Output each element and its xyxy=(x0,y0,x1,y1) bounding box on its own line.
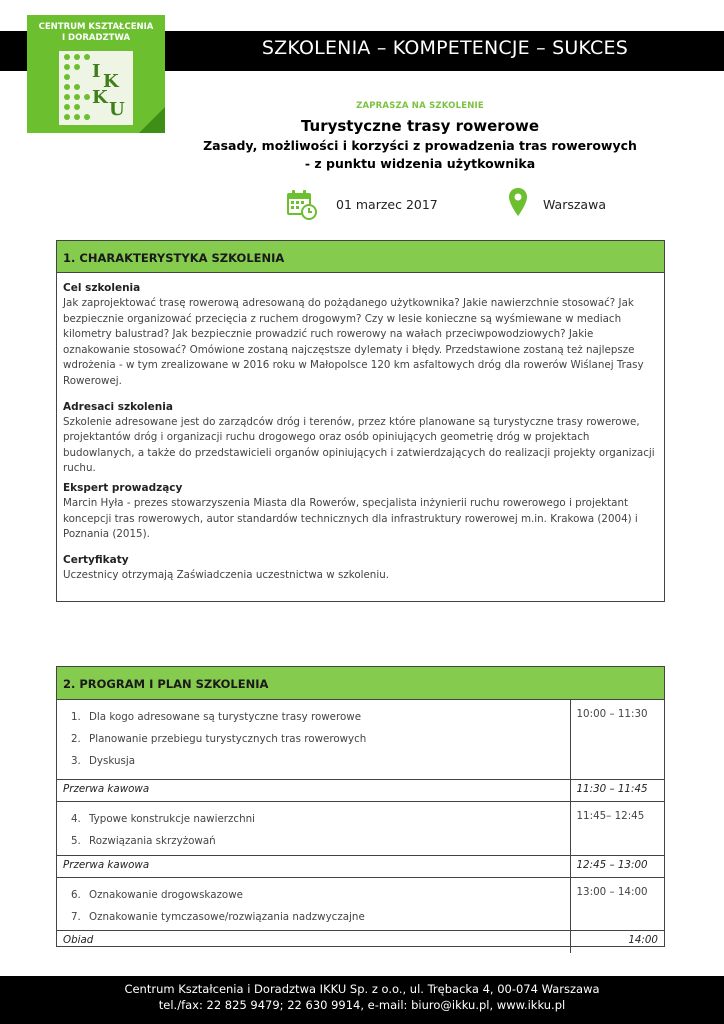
event-info xyxy=(0,187,724,223)
logo-letter-k1: K xyxy=(103,71,119,92)
expert-text: Marcin Hyła - prezes stowarzyszenia Miasta dla Rowerów, specjalista inżynierii ruchu rowerowego i projektant koncepcji tras rowerowych, autor standardów technicznych dla infrastruktury rowerowej m.in. Krakowa (2004) i Poznania (2015). xyxy=(63,496,638,541)
section-heading: 1. CHARAKTERYSTYKA SZKOLENIA xyxy=(57,241,664,273)
event-city: Warszawa xyxy=(543,197,606,212)
lunch-label: Obiad xyxy=(57,931,570,953)
footer-contact: tel./fax: 22 825 9479; 22 630 9914, e-mail: biuro@ikku.pl, www.ikku.pl xyxy=(158,998,566,1012)
lunch-time: 14:00 xyxy=(570,931,664,953)
footer-address: Centrum Kształcenia i Doradztwa IKKU Sp. z o.o., ul. Trębacka 4, 00-074 Warszawa xyxy=(124,982,600,996)
course-subtitle: Zasady, możliwości i korzyści z prowadzenia tras rowerowych - z punktu widzenia użytkownika xyxy=(203,138,637,171)
list-item: 4. Typowe konstrukcje nawierzchni xyxy=(71,813,255,825)
section-heading: 2. PROGRAM I PLAN SZKOLENIA xyxy=(57,667,664,699)
tagline: SZKOLENIA – KOMPETENCJE – SUKCES xyxy=(261,37,628,59)
audience-heading: Adresaci szkolenia xyxy=(63,400,173,413)
block-time: 10:00 – 11:30 xyxy=(570,700,664,780)
logo-letter-u: U xyxy=(109,99,125,120)
list-item: 3. Dyskusja xyxy=(71,755,136,767)
goal-text: Jak zaprojektować trasę rowerową adresowaną do pożądanego użytkownika? Jakie nawierzchnie stosować? Jak bezpiecznie organizować przecięcia z ruchem drogowym? Czy w lesie konieczne są wyśmiewane w mediach kilometry balustrad? Jak bezpiecznie prowadzić ruch rowerowy na wałach przeciwpowodziowych? Jakie oznakowanie stosować? Omówione zostaną najczęstsze dylematy i błędy. Przedstawione zostaną też najlepsze wdrożenia - w tym zrealizowane w 2016 roku w Małopolsce 120 km asfaltowych dróg dla rowerów Wiślanej Trasy Rowerowej. xyxy=(63,297,644,387)
ikku-logo xyxy=(27,15,165,133)
list-item: 6. Oznakowanie drogowskazowe xyxy=(71,889,243,901)
lunch-row xyxy=(57,931,664,953)
course-title: Turystyczne trasy rowerowe xyxy=(300,117,540,135)
map-pin-icon xyxy=(508,187,528,219)
break-label: Przerwa kawowa xyxy=(57,780,570,802)
goal-heading: Cel szkolenia xyxy=(63,282,141,294)
list-item: 5. Rozwiązania skrzyżowań xyxy=(71,835,216,847)
list-item: 1. Dla kogo adresowane są turystyczne trasy rowerowe xyxy=(71,711,362,723)
logo-grid-icon xyxy=(59,51,133,125)
list-item: 2. Planowanie przebiegu turystycznych tras rowerowych xyxy=(71,733,367,745)
event-date: 01 marzec 2017 xyxy=(336,197,438,212)
block-time: 13:00 – 14:00 xyxy=(570,878,664,931)
logo-corner-fold xyxy=(139,107,165,133)
footer xyxy=(0,976,724,1024)
program-block xyxy=(57,878,664,931)
program-block xyxy=(57,802,664,856)
list-item: 7. Oznakowanie tymczasowe/rozwiązania nadzwyczajne xyxy=(71,911,365,923)
program-block xyxy=(57,700,664,780)
section-characteristics xyxy=(56,240,665,602)
block-time: 11:45– 12:45 xyxy=(570,802,664,856)
section-program xyxy=(56,666,665,947)
invite-label: ZAPRASZA NA SZKOLENIE xyxy=(356,101,484,111)
coffee-break-row xyxy=(57,856,664,878)
logo-caption: CENTRUM KSZTAŁCENIA I DORADZTWA xyxy=(38,22,154,43)
logo-letter-i: I xyxy=(92,61,101,82)
coffee-break-row xyxy=(57,780,664,802)
break-time: 12:45 – 13:00 xyxy=(570,856,664,878)
break-label: Przerwa kawowa xyxy=(57,856,570,878)
logo-letter-k2: K xyxy=(92,87,108,108)
break-time: 11:30 – 11:45 xyxy=(570,780,664,802)
expert-heading: Ekspert prowadzący xyxy=(63,481,183,494)
program-table xyxy=(57,699,664,953)
audience-text: Szkolenie adresowane jest do zarządców dróg i terenów, przez które planowane są turystyczne trasy rowerowe, projektantów dróg i organizacji ruchu drogowego oraz osób opiniujących geometrię dróg w projektach budowlanych, a także do przedstawicieli organów opiniujących i zatwierdzających do realizacji projekty organizacji ruchu. xyxy=(63,415,655,475)
certificates-heading: Certyfikaty xyxy=(63,553,129,566)
calendar-icon xyxy=(285,188,317,220)
certificates-text: Uczestnicy otrzymają Zaświadczenia uczestnictwa w szkoleniu. xyxy=(63,568,389,581)
